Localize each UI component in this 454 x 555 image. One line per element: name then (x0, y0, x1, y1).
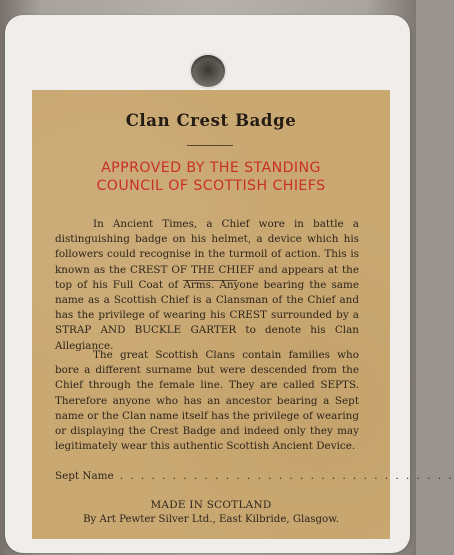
approved-line-1: APPROVED BY THE STANDING (101, 160, 321, 176)
info-panel (32, 90, 454, 539)
history-paragraph: In Ancient Times, a Chief wore in battle a distinguishing badge on his helmet, a device which his followers could recognise in the turmoil of action. This is known as the CREST OF THE CHIEF and appears at the top of his Full Coat of Arms. Anyone bearing the same name as a Scottish Chief is a Clansman of the Chief and has the privilege of wearing his CREST surrounded by a STRAP AND BUCKLE GARTER to denote his Clan Allegiance. (55, 218, 359, 352)
card-title: Clan Crest Badge (125, 111, 297, 130)
maker-credit: By Art Pewter Silver Ltd., East Kilbride, Glasgow. (83, 514, 339, 525)
septs-paragraph: The great Scottish Clans contain families who bore a different surname but were descended from the Chief through the female line. They are called SEPTS. Therefore anyone who has an ancestor bearing a Sept name or the Clan name itself has the privilege of wearing or displaying the Crest Badge and indeed only they may legitimately wear this authentic Scottish Ancient Device. (55, 349, 359, 453)
title-divider (187, 145, 233, 146)
approved-line-2: COUNCIL OF SCOTTISH CHIEFS (96, 178, 326, 194)
paper-tag (5, 15, 454, 553)
sept-name-field (55, 470, 454, 482)
made-in-scotland: MADE IN SCOTLAND (150, 499, 272, 511)
punch-hole (191, 55, 225, 87)
sept-name-label: Sept Name (55, 470, 114, 482)
sept-name-dotted-line: . . . . . . . . . . . . . . . . . . . . . . . . . . . . . . . . (119, 470, 454, 482)
